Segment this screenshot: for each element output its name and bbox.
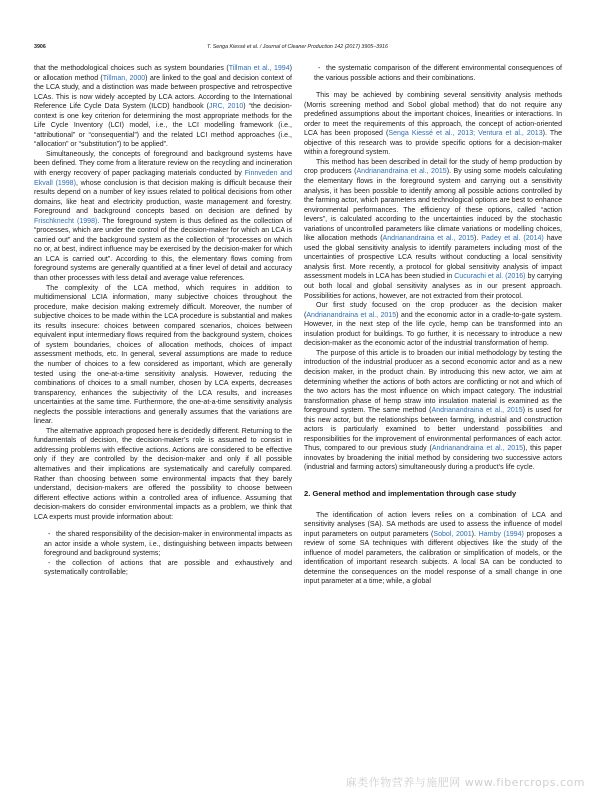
paragraph: The purpose of this article is to broaden our initial methodology by testing the introduction of the industrial producer as a second economic actor and as a new decision maker, in the product chain. By introducing this new actor, we aim at determining whether the actions of both actors are conflicting or not and which of the two actors has the most influence on which impact category. The industrial transformation phase of hemp straw into insulation material is examined as the foreground system. The same method (Andrianandraina et al., 2015) is used for this new actor, but the relationships between farming, industrial and construction actors is particularly examined to better understand possibilities and responsibilities for the improvement of environmental performances of each actor. Thus, compared to our previous study (Andrianandraina et al., 2015), this paper innovates by broadening the initial method by considering two successive actors (industrial and farming actors) simultaneously during a product’s life cycle. <box>304 349 562 472</box>
paragraph: The alternative approach proposed here is decidedly different. Returning to the fundamentals of decision, the decision-maker’s role is assumed to consist in addressing problems with effective actions. Actions are considered to be effective only if they are controlled by the decision-maker and only if all possible alternatives and their implications are systematically and carefully compared. Rather than choosing between some environmental impacts that they barely understand, decision-makers are offered the possibility to choose between different effective actions within a controlled area of influence. Assuming that decision-makers do consider environmental impacts as a problem, we think that LCA experts must provide information about: <box>34 427 292 521</box>
list-item: - the collection of actions that are possible and exhaustively and systematically controllable; <box>34 559 292 578</box>
list-item: - the systematic comparison of the different environmental consequences of the various possible actions and their combinations. <box>304 64 562 83</box>
citation-link[interactable]: JRC, 2010 <box>208 103 244 111</box>
paragraph: The complexity of the LCA method, which requires in addition to multidimensional LCIA information, many subjective choices throughout the procedure, make decision making extremely difficult. Moreover, the number of subjective choices to be made within the LCA procedure is substantial and makes its results insecure: choices between compared scenarios, choices between equivalent input intermediary flows required from the background system, choices of system boundaries, choices of allocation methods, choices of impact assessment methods, etc. In general, several assumptions are made to reduce the number of choices to a few considered as important, which are generally tested using the one-at-a-time sensitivity analysis. However, reducing the combinations of choices to a small number, chosen by LCA experts, decreases transparency, enhances the subjectivity of the LCA results, and increases uncertainties at the same time. Furthermore, the one-at-a-time sensitivity analysis neglects the possible interactions and generally assumes that the variations are linear. <box>34 284 292 426</box>
page-number: 3906 <box>34 44 46 50</box>
citation-link[interactable]: Cucurachi et al. (2016) <box>454 273 526 281</box>
running-header <box>34 44 561 54</box>
citation-link[interactable]: Tillman, 2000 <box>102 74 146 82</box>
citation-link[interactable]: Andrianandraina et al., 2015 <box>306 311 397 319</box>
paragraph: The identification of action levers relies on a combination of LCA and sensitivity analyses (SA). SA methods are used to assess the influence of model input parameters on output parameters (Sobol, 2001). Hamby (1994) proposes a review of some SA techniques with different objectives like the study of the influence of model parameters, the calibration or simplification of models, or the identification of important research subjects. A local SA can be conducted to determine the consequences on the model response of a small change in one input parameter at a time; while, a global <box>304 511 562 586</box>
paragraph: This method has been described in detail for the study of hemp production by crop producers (Andrianandraina et al., 2015). By using some models calculating the elementary flows in the foreground system and carrying out a sensitivity analysis, it has been possible to identify among all possible actions controlled by the farming actor, which parameters and technological options are best to enhance environmental performances. The efficiency of these options, called “action levers”, is calculated according to the uncertainties induced by the stochastic variations of uncontrolled parameters like climate variations or modelling choices, like allocation methods (Andrianandraina et al., 2015). Padey et al. (2014) have used the global sensitivity analysis to identify parameters including most of the uncertainties of prospective LCA results without conducting a local sensitivity analysis first. More recently, a protocol for global sensitivity analysis of impact assessment models in LCA has been studied in Cucurachi et al. (2016) by carrying out both local and global sensitivity analyses as in our present approach. Possibilities for actions, however, are not extracted from their protocol. <box>304 158 562 300</box>
right-column <box>304 64 562 764</box>
paragraph: Simultaneously, the concepts of foreground and background systems have been defined. They come from a literature review on the recycling and incineration with energy recovery of paper packaging materials conducted by Finnveden and Ekvall (1998), whose conclusion is that decision making is difficult because their results depend on a number of key issues related to political decisions from other domains, like heat and electricity production, waste management and forestry. Foreground and background concepts based on decision are defined by Frischknecht (1998). The foreground system is thus defined as the collection of “processes, which are under the control of the decision-maker for which an LCA is carried out” and the background system as the collection of “processes on which no or, at best, indirect influence may be exercised by the decision-maker for which an LCA is carried out”. According to this, the elementary flows coming from foreground systems are generally quantified at a finer level of detail and accuracy than other processes with less detail and average value references. <box>34 150 292 283</box>
section-heading: 2. General method and implementation through case study <box>304 488 517 498</box>
journal-citation: T. Senga Kiessé et al. / Journal of Cleaner Production 142 (2017) 3905–3916 <box>207 44 388 50</box>
paragraph: This may be achieved by combining several sensitivity analysis methods (Morris screening method and Sobol global method) that do not require any predefined assumptions about the important choices, linearities or interactions. In order to meet the requirements of this approach, the concept of action-oriented LCA has been proposed (Senga Kiessé et al., 2013; Ventura et al., 2013). The objective of this research was to provide specific options for a decision-maker within a foreground system. <box>304 92 562 157</box>
left-column <box>34 64 292 764</box>
citation-link[interactable]: Andrianandraina et al., 2015 <box>431 445 524 453</box>
citation-link[interactable]: Finnveden and Ekvall (1998) <box>34 170 292 187</box>
citation-link[interactable]: Frischknecht (1998) <box>34 217 98 225</box>
citation-link[interactable]: Andrianandraina et al., 2015 <box>431 407 523 415</box>
paragraph: that the methodological choices such as system boundaries (Tillman et al., 1994) or allocation method (Tillman, 2000) are linked to the goal and decision context of the LCA study, and a distinction was made between prospective and retrospective LCAs. This is now widely accepted by LCA actors. According to the International Reference Life Cycle Data System (ILCD) handbook (JRC, 2010) “the decision-context is one key criterion for determining the most appropriate methods for the Life Cycle Inventory (LCI) model, i.e., the LCI modelling framework (i.e., “attributional” or “consequential”) and the related LCI method approaches (i.e., “allocation” or “substitution”) to be applied”. <box>34 65 292 149</box>
list-item: - the shared responsibility of the decision-maker in environmental impacts as an actor inside a whole system, i.e., distinguishing between impacts between foreground and background systems; <box>34 530 292 559</box>
paragraph: Our first study focused on the crop producer as the decision maker (Andrianandraina et al., 2015) and the economic actor in a cradle-to-gate system. However, in the next step of the life cycle, hemp can be transformed into an insulation product for buildings. To go further, it is necessary to introduce a new decision-maker as the economic actor of the industrial transformation of hemp. <box>304 302 562 348</box>
citation-link[interactable]: Andrianandraina et al., 2015 <box>382 235 475 243</box>
citation-link[interactable]: Hamby (1994) <box>478 530 524 538</box>
citation-link[interactable]: Sobol, 2001 <box>433 530 472 538</box>
citation-link[interactable]: Andrianandraina et al., 2015 <box>356 168 447 176</box>
citation-link[interactable]: Padey et al. (2014) <box>481 235 544 243</box>
watermark: 麻类作物营养与施肥网 www.fibercrops.com <box>345 776 585 789</box>
citation-link[interactable]: Senga Kiessé et al., 2013; Ventura et al., 2013 <box>388 130 543 138</box>
citation-link[interactable]: Tillman et al., 1994 <box>228 65 290 72</box>
